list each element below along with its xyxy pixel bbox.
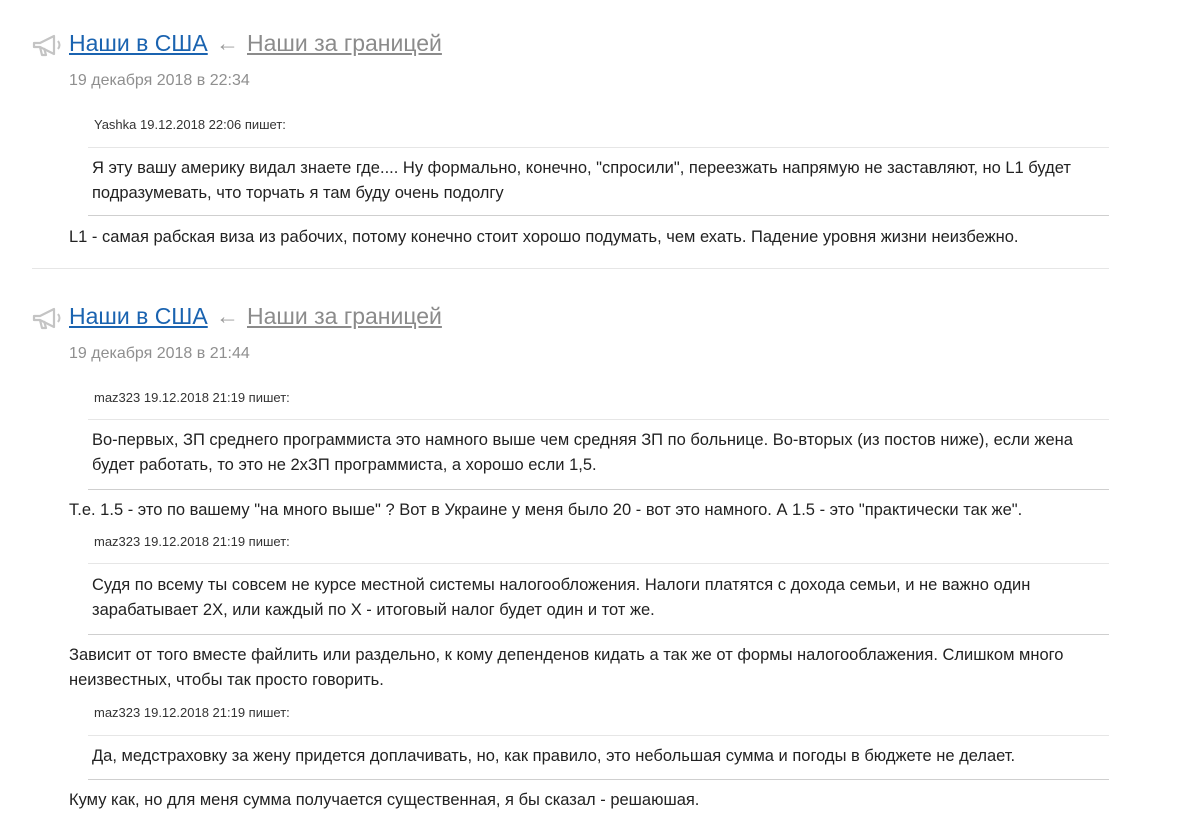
quote-author: maz323 19.12.2018 21:19 пишет: xyxy=(94,390,290,405)
quote-text: Во-первых, ЗП среднего программиста это намного выше чем средняя ЗП по больнице. Во-вторых (из постов ниже), если жена будет работать, то это не 2хЗП программиста, а хорошо если 1,5. xyxy=(92,431,1073,474)
breadcrumb-arrow: ← xyxy=(216,303,239,329)
post-item xyxy=(32,28,1109,268)
quote-text: Судя по всему ты совсем не курсе местной системы налогообложения. Налоги платятся с дохода семьи, и не важно один зарабатывает 2X, или каждый по X - итоговый налог будет один и тот же. xyxy=(92,576,1031,619)
quote-author: Yashka 19.12.2018 22:06 пишет: xyxy=(94,117,286,132)
reply-text: Куму как, но для меня сумма получается существенная, я бы сказал - решаюшая. xyxy=(69,791,700,809)
reply-text: Т.е. 1.5 - это по вашему "на много выше" ? Вот в Украине у меня было 20 - вот это намного. А 1.5 - это "практически так же". xyxy=(69,501,1023,519)
post-date: 19 декабря 2018 в 21:44 xyxy=(69,345,250,362)
post-date: 19 декабря 2018 в 22:34 xyxy=(69,72,250,89)
post-header xyxy=(32,28,632,58)
breadcrumb-arrow: ← xyxy=(216,30,239,56)
post-divider xyxy=(32,268,1109,269)
reply-text: Зависит от того вместе файлить или раздельно, к кому депенденов кидать а так же от формы налогооблажения. Слишком много неизвестных, чтобы так просто говорить. xyxy=(69,646,1064,689)
parent-forum-link[interactable]: Наши за границей xyxy=(247,303,442,329)
quote-box xyxy=(88,735,1109,780)
reply-text: L1 - самая рабская виза из рабочих, потому конечно стоит хорошо подумать, чем ехать. Падение уровня жизни неизбежно. xyxy=(69,228,1019,246)
forum-link[interactable]: Наши в США xyxy=(69,30,208,56)
post-item xyxy=(32,301,1109,824)
megaphone-icon xyxy=(32,34,66,58)
quote-text: Да, медстраховку за жену придется доплачивать, но, как правило, это небольшая сумма и погоды в бюджете не делает. xyxy=(92,747,1016,765)
parent-forum-link[interactable]: Наши за границей xyxy=(247,30,442,56)
quote-box xyxy=(88,147,1109,216)
quote-text: Я эту вашу америку видал знаете где.... Ну формально, конечно, "спросили", переезжать напрямую не заставляют, но L1 будет подразумевать, что торчать я там буду очень подолгу xyxy=(92,159,1071,202)
quote-box xyxy=(88,563,1109,635)
forum-link[interactable]: Наши в США xyxy=(69,303,208,329)
quote-box xyxy=(88,419,1109,490)
quote-author: maz323 19.12.2018 21:19 пишет: xyxy=(94,534,290,549)
megaphone-icon xyxy=(32,307,66,331)
post-header xyxy=(32,301,632,331)
quote-author: maz323 19.12.2018 21:19 пишет: xyxy=(94,705,290,720)
